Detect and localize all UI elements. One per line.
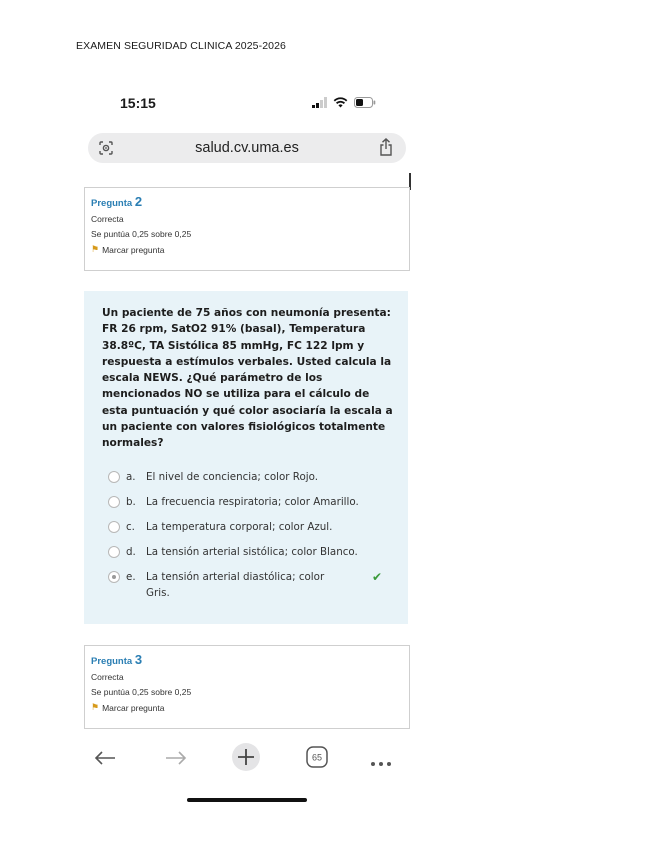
back-icon[interactable] — [94, 750, 116, 771]
flag-icon: ⚑ — [91, 702, 100, 712]
radio-button[interactable] — [108, 471, 120, 483]
radio-button[interactable] — [108, 546, 120, 558]
question-number — [91, 194, 409, 209]
question-score: Se puntúa 0,25 sobre 0,25 — [91, 229, 192, 239]
flag-question-link[interactable] — [91, 702, 409, 713]
document-title: EXAMEN SEGURIDAD CLINICA 2025-2026 — [76, 40, 286, 52]
answer-text[interactable]: La tensión arterial diastólica; color Gris. — [146, 571, 325, 599]
flag-question-link[interactable] — [91, 244, 409, 255]
wifi-icon — [333, 97, 348, 108]
answer-option-b[interactable] — [108, 494, 398, 510]
forward-icon[interactable] — [165, 750, 187, 771]
phone-screenshot — [80, 85, 416, 815]
flag-label[interactable]: Marcar pregunta — [102, 702, 165, 713]
radio-button-selected[interactable] — [108, 571, 120, 583]
question-label: Pregunta — [91, 198, 133, 209]
answer-letter: d. — [126, 546, 136, 558]
battery-icon — [354, 97, 376, 108]
share-icon[interactable] — [378, 138, 394, 162]
answer-option-e[interactable] — [108, 569, 398, 601]
status-icons — [312, 97, 376, 108]
question-label: Pregunta — [91, 656, 133, 667]
question-number-value: 2 — [134, 194, 143, 209]
answer-text[interactable]: La frecuencia respiratoria; color Amarillo. — [146, 496, 359, 508]
flag-icon: ⚑ — [91, 244, 100, 254]
answer-option-a[interactable] — [108, 469, 398, 485]
question-body — [84, 291, 408, 624]
question-number-value: 3 — [134, 652, 143, 667]
answer-letter: c. — [126, 521, 135, 533]
radio-button[interactable] — [108, 521, 120, 533]
question-status: Correcta — [91, 214, 124, 224]
home-indicator[interactable] — [187, 798, 307, 802]
question-info-3 — [84, 645, 410, 729]
answer-letter: b. — [126, 496, 136, 508]
url-text[interactable]: salud.cv.uma.es — [195, 140, 299, 156]
question-score: Se puntúa 0,25 sobre 0,25 — [91, 687, 192, 697]
flag-label[interactable]: Marcar pregunta — [102, 244, 165, 255]
tab-count: 65 — [311, 752, 323, 763]
status-time: 15:15 — [120, 95, 156, 111]
radio-button[interactable] — [108, 496, 120, 508]
answer-text[interactable]: La tensión arterial sistólica; color Blanco. — [146, 546, 358, 558]
new-tab-icon[interactable] — [231, 742, 261, 777]
answer-letter: e. — [126, 571, 136, 583]
tabs-icon[interactable] — [306, 746, 328, 773]
answer-text[interactable]: El nivel de conciencia; color Rojo. — [146, 471, 319, 483]
question-info-2 — [84, 187, 410, 271]
more-icon[interactable] — [370, 754, 392, 772]
browser-toolbar — [80, 740, 416, 780]
url-bar[interactable] — [88, 133, 406, 163]
answer-option-d[interactable] — [108, 544, 398, 560]
answer-list — [108, 469, 398, 610]
question-status: Correcta — [91, 672, 124, 682]
question-number — [91, 652, 409, 667]
correct-check-icon: ✔ — [372, 570, 383, 584]
answer-letter: a. — [126, 471, 136, 483]
answer-option-c[interactable] — [108, 519, 398, 535]
signal-icon — [312, 97, 327, 108]
answer-text[interactable]: La temperatura corporal; color Azul. — [146, 521, 333, 533]
question-text: Un paciente de 75 años con neumonía presenta: FR 26 rpm, SatO2 91% (basal), Temperatura 38.8ºC, TA Sistólica 85 mmHg, FC 122 lpm y respuesta a estímulos verbales. Usted calcula la escala NEWS. ¿Qué parámetro de los mencionados NO se utiliza para el cálculo de esta puntuación y qué color asociaría la escala a un paciente con valores fisiológicos totalmente normales? — [102, 307, 393, 450]
